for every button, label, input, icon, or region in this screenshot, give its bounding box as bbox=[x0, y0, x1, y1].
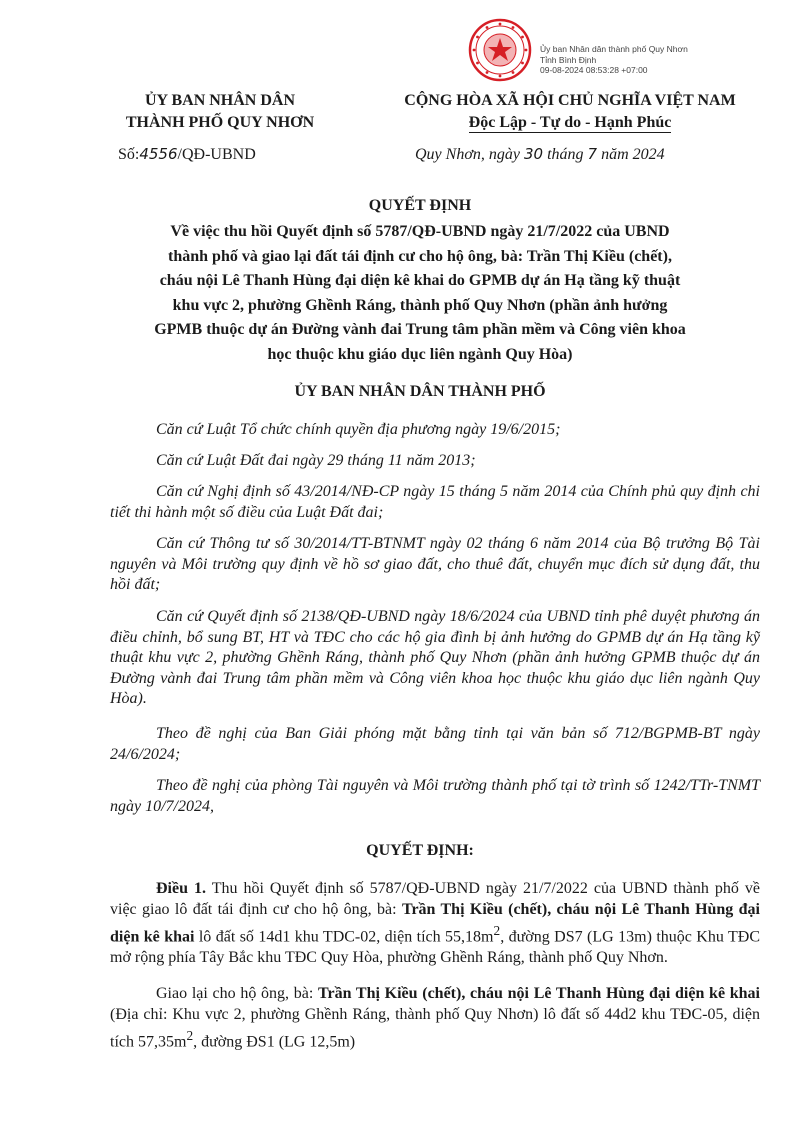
decision-heading: QUYẾT ĐỊNH: bbox=[366, 842, 474, 859]
document-title: QUYẾT ĐỊNH bbox=[368, 197, 472, 214]
basis-paragraph: Căn cứ Quyết định số 2138/QĐ-UBND ngày 18/6/2024 của UBND tỉnh phê duyệt phương án điều chỉnh, bổ sung BT, HT và TĐC cho các hộ gia đình bị ảnh hưởng do GPMB dự án Hạ tầng kỹ thuật khu vực 2, phường Ghềnh Ráng, thành phố Quy Nhơn (phần ảnh hưởng GPMB thuộc dự án Đường vành đai Trung tâm phần mềm và Công viên khoa học thuộc khu giáo dục liên ngành Quy Hòa). bbox=[110, 608, 760, 707]
basis-paragraph: Theo đề nghị của phòng Tài nguyên và Môi trường thành phố tại tờ trình số 1242/TTr-TNMT ngày 10/7/2024, bbox=[110, 777, 760, 815]
document-number: Số:4556/QĐ-UBND bbox=[118, 145, 256, 163]
signature-province: Tỉnh Bình Định bbox=[540, 54, 597, 65]
signature-seal-icon bbox=[468, 18, 532, 82]
nation-name: CỘNG HÒA XÃ HỘI CHỦ NGHĨA VIỆT NAM bbox=[404, 92, 736, 109]
digital-signature-info bbox=[540, 44, 688, 76]
handwritten-number: 4556 bbox=[139, 145, 178, 163]
basis-paragraph: Căn cứ Luật Đất đai ngày 29 tháng 11 năm 2013; bbox=[156, 452, 476, 469]
article-label: Điều 1. bbox=[156, 880, 206, 897]
org-line-2: THÀNH PHỐ QUY NHƠN bbox=[125, 114, 315, 131]
basis-paragraph: Theo đề nghị của Ban Giải phóng mặt bằng tỉnh tại văn bản số 712/BGPMB-BT ngày 24/6/2024; bbox=[110, 725, 760, 763]
handwritten-month: 7 bbox=[587, 145, 598, 163]
document-subject: Về việc thu hồi Quyết định số 5787/QĐ-UBND ngày 21/7/2022 của UBND thành phố và giao lại đất tái định cư cho hộ ông, bà: Trần Thị Kiều (chết), cháu nội Lê Thanh Hùng đại diện kê khai do GPMB dự án Hạ tầng kỹ thuật khu vực 2, phường Ghềnh Ráng, thành phố Quy Nhơn (phần ảnh hưởng GPMB thuộc dự án Đường vành đai Trung tâm phần mềm và Công viên khoa học thuộc khu giáo dục liên ngành Quy Hòa) bbox=[154, 223, 686, 363]
org-line-1: ỦY BAN NHÂN DÂN bbox=[144, 92, 296, 109]
signature-signer: Ủy ban Nhân dân thành phố Quy Nhơn bbox=[540, 44, 688, 54]
signature-timestamp: 09-08-2024 08:53:28 +07:00 bbox=[540, 65, 648, 75]
issue-date: Quy Nhơn, ngày 30 tháng 7 năm 2024 bbox=[415, 145, 665, 163]
article-1-paragraph-2: Giao lại cho hộ ông, bà: Trần Thị Kiều (chết), cháu nội Lê Thanh Hùng đại diện kê khai (Địa chỉ: Khu vực 2, phường Ghềnh Ráng, thành phố Quy Nhơn) lô đất số 44d2 khu TĐC-05, diện tích $57,35m^2$, đường ĐS1 (LG 12,5m) bbox=[110, 985, 760, 1051]
council-heading: ỦY BAN NHÂN DÂN THÀNH PHỐ bbox=[294, 383, 546, 400]
basis-paragraph: Căn cứ Nghị định số 43/2014/NĐ-CP ngày 15 tháng 5 năm 2014 của Chính phủ quy định chi tiết thi hành một số điều của Luật Đất đai; bbox=[110, 483, 760, 521]
article-1-paragraph-1: Điều 1. Thu hồi Quyết định số 5787/QĐ-UBND ngày 21/7/2022 của UBND thành phố về việc giao lô đất tái định cư cho hộ ông, bà: Trần Thị Kiều (chết), cháu nội Lê Thanh Hùng đại diện kê khai lô đất số 14d1 khu TDC-02, diện tích $55,18m^2$, đường DS7 (LG 13m) thuộc Khu TĐC mở rộng phía Tây Bắc khu TĐC Quy Hòa, phường Ghềnh Ráng, thành phố Quy Nhơn. bbox=[110, 880, 761, 967]
basis-paragraph: Căn cứ Luật Tổ chức chính quyền địa phương ngày 19/6/2015; bbox=[156, 421, 561, 438]
basis-paragraph: Căn cứ Thông tư số 30/2014/TT-BTNMT ngày 02 tháng 6 năm 2014 của Bộ trưởng Bộ Tài nguyên và Môi trường quy định về hồ sơ giao đất, cho thuê đất, chuyển mục đích sử dụng đất, thu hồi đất; bbox=[110, 535, 760, 593]
national-motto: Độc Lập - Tự do - Hạnh Phúc bbox=[468, 114, 672, 131]
national-heading bbox=[360, 90, 780, 134]
issuing-organization bbox=[110, 90, 330, 134]
handwritten-day: 30 bbox=[523, 145, 544, 163]
